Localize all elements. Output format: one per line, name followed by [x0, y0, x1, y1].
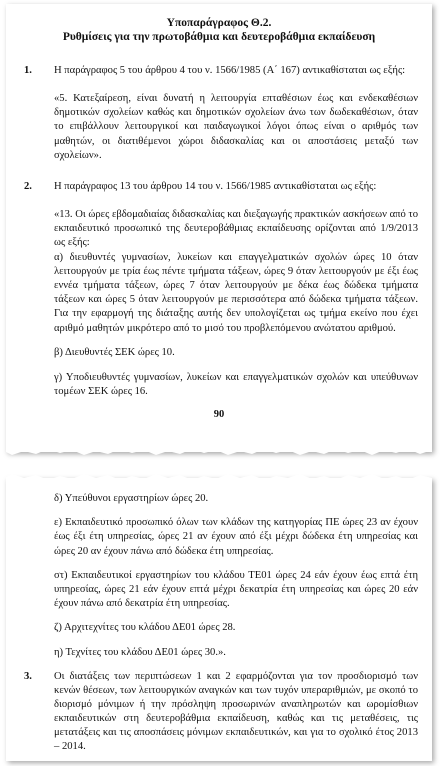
item-number: 1.	[24, 65, 32, 76]
quoted-paragraph: γ) Υποδιευθυντές γυμνασίων, λυκείων και επαγγελματικών σχολών και υπεύθυνων τομέων ΣΕΚ ώρες 16.	[54, 372, 418, 398]
article-item-3	[20, 670, 418, 754]
item-text: Οι διατάξεις των περιπτώσεων 1 και 2 εφαρμόζονται για τον προσδιορισμό των κενών θέσεων, των λειτουργικών αναγκών και των τυχόν υπεραριθμιών, με σκοπό το διορισμό μόνιμων ή την πρόσληψη προσωρινών αναπληρωτών και ωρομίσθιων εκπαιδευτικών στη δευτεροβάθμια εκπαίδευση, καθώς και τις μεταθέσεις, τις μετατάξεις και τις αποσπάσεις μόνιμων εκπαιδευτικών, και για το σχολικό έτος 2013 – 2014.	[54, 670, 418, 752]
subparagraph-title	[20, 16, 418, 44]
article-item-2	[20, 180, 418, 194]
quoted-paragraph: «5. Κατεξαίρεση, είναι δυνατή η λειτουργία επταθέσιων έως και ενδεκαθέσιων δημοτικών σχολείων καθώς και δημοτικών σχολείων άνω των δωδεκαθέσιων, όταν το επιβάλλουν λειτουργικοί και παιδαγωγικοί λόγοι όπως είναι ο αριθμός των μαθητών, οι διατιθέμενοι χώροι διδασκαλίας και οι αποστάσεις μεταξύ των σχολείων».	[54, 93, 418, 161]
heading-line-1: Υποπαράγραφος Θ.2.	[166, 17, 272, 29]
heading-line-2: Ρυθμίσεις για την πρωτοβάθμια και δευτεροβάθμια εκπαίδευση	[62, 31, 376, 43]
page-number: 90	[213, 409, 225, 421]
document-page-1	[6, 4, 432, 452]
quoted-paragraph: η) Τεχνίτες του κλάδου ΔΕ01 ώρες 30.».	[54, 646, 226, 658]
article-item-1	[20, 64, 418, 78]
quoted-paragraph: β) Διευθυντές ΣΕΚ ώρες 10.	[54, 346, 175, 358]
torn-edge	[6, 446, 432, 458]
quoted-paragraph: δ) Υπεύθυνοι εργαστηρίων ώρες 20.	[54, 493, 209, 504]
torn-edge	[6, 472, 432, 484]
item-text: Η παράγραφος 13 του άρθρου 14 του ν. 1566/1985 αντικαθίσταται ως εξής:	[54, 181, 377, 193]
quoted-paragraph: ζ) Αρχιτεχνίτες του κλάδου ΔΕ01 ώρες 28.	[54, 622, 236, 634]
quoted-paragraph: «13. Οι ώρες εβδομαδιαίας διδασκαλίας και διεξαγωγής πρακτικών ασκήσεων από το εκπαιδευτικό προσωπικό της δευτεροβάθμιας εκπαίδευσης ορίζονται από 1/9/2013 ως εξής: α) διευθυντές γυμνασίων, λυκείων και επαγγελματικών σχολών ώρες 10 όταν λειτουργούν με τρία έως πέντε τμήματα τάξεων, ώρες 9 όταν λειτουργούν με έξι έως εννέα τμήματα τάξεων, ώρες 7 όταν λειτουργούν με δέκα έως δώδεκα τμήματα τάξεων και ώρες 5 όταν λειτουργούν με περισσότερα από δώδεκα τμήματα τάξεων. Για την εφαρμογή της διάταξης αυτής δεν υπολογίζεται ως τμήμα εκείνο που έχει αριθμό μαθητών μικρότερο από το μισό του προβλεπόμενου ανώτατου αριθμού.	[54, 209, 418, 334]
document-page-2	[6, 478, 432, 761]
quoted-paragraph: ε) Εκπαιδευτικό προσωπικό όλων των κλάδων της κατηγορίας ΠΕ ώρες 23 αν έχουν έως έξι έτη υπηρεσίας, ώρες 21 αν έχουν από έξι μέχρι δώδεκα έτη υπηρεσίας και ώρες 20 αν έχουν πάνω από δώδεκα έτη υπηρεσίας.	[54, 517, 418, 557]
item-text: Η παράγραφος 5 του άρθρου 4 του ν. 1566/1985 (Α΄ 167) αντικαθίσταται ως εξής:	[54, 65, 406, 76]
quoted-paragraph: στ) Εκπαιδευτικοί εργαστηρίων του κλάδου ΤΕ01 ώρες 24 εάν έχουν έως επτά έτη υπηρεσίας, ώρες 21 εάν έχουν επτά μέχρι δεκατρία έτη υπηρεσίας και ώρες 20 εάν έχουν πάνω από δεκατρία έτη υπηρεσίας.	[54, 569, 418, 610]
item-number: 3.	[24, 670, 32, 682]
item-number: 2.	[24, 181, 32, 193]
